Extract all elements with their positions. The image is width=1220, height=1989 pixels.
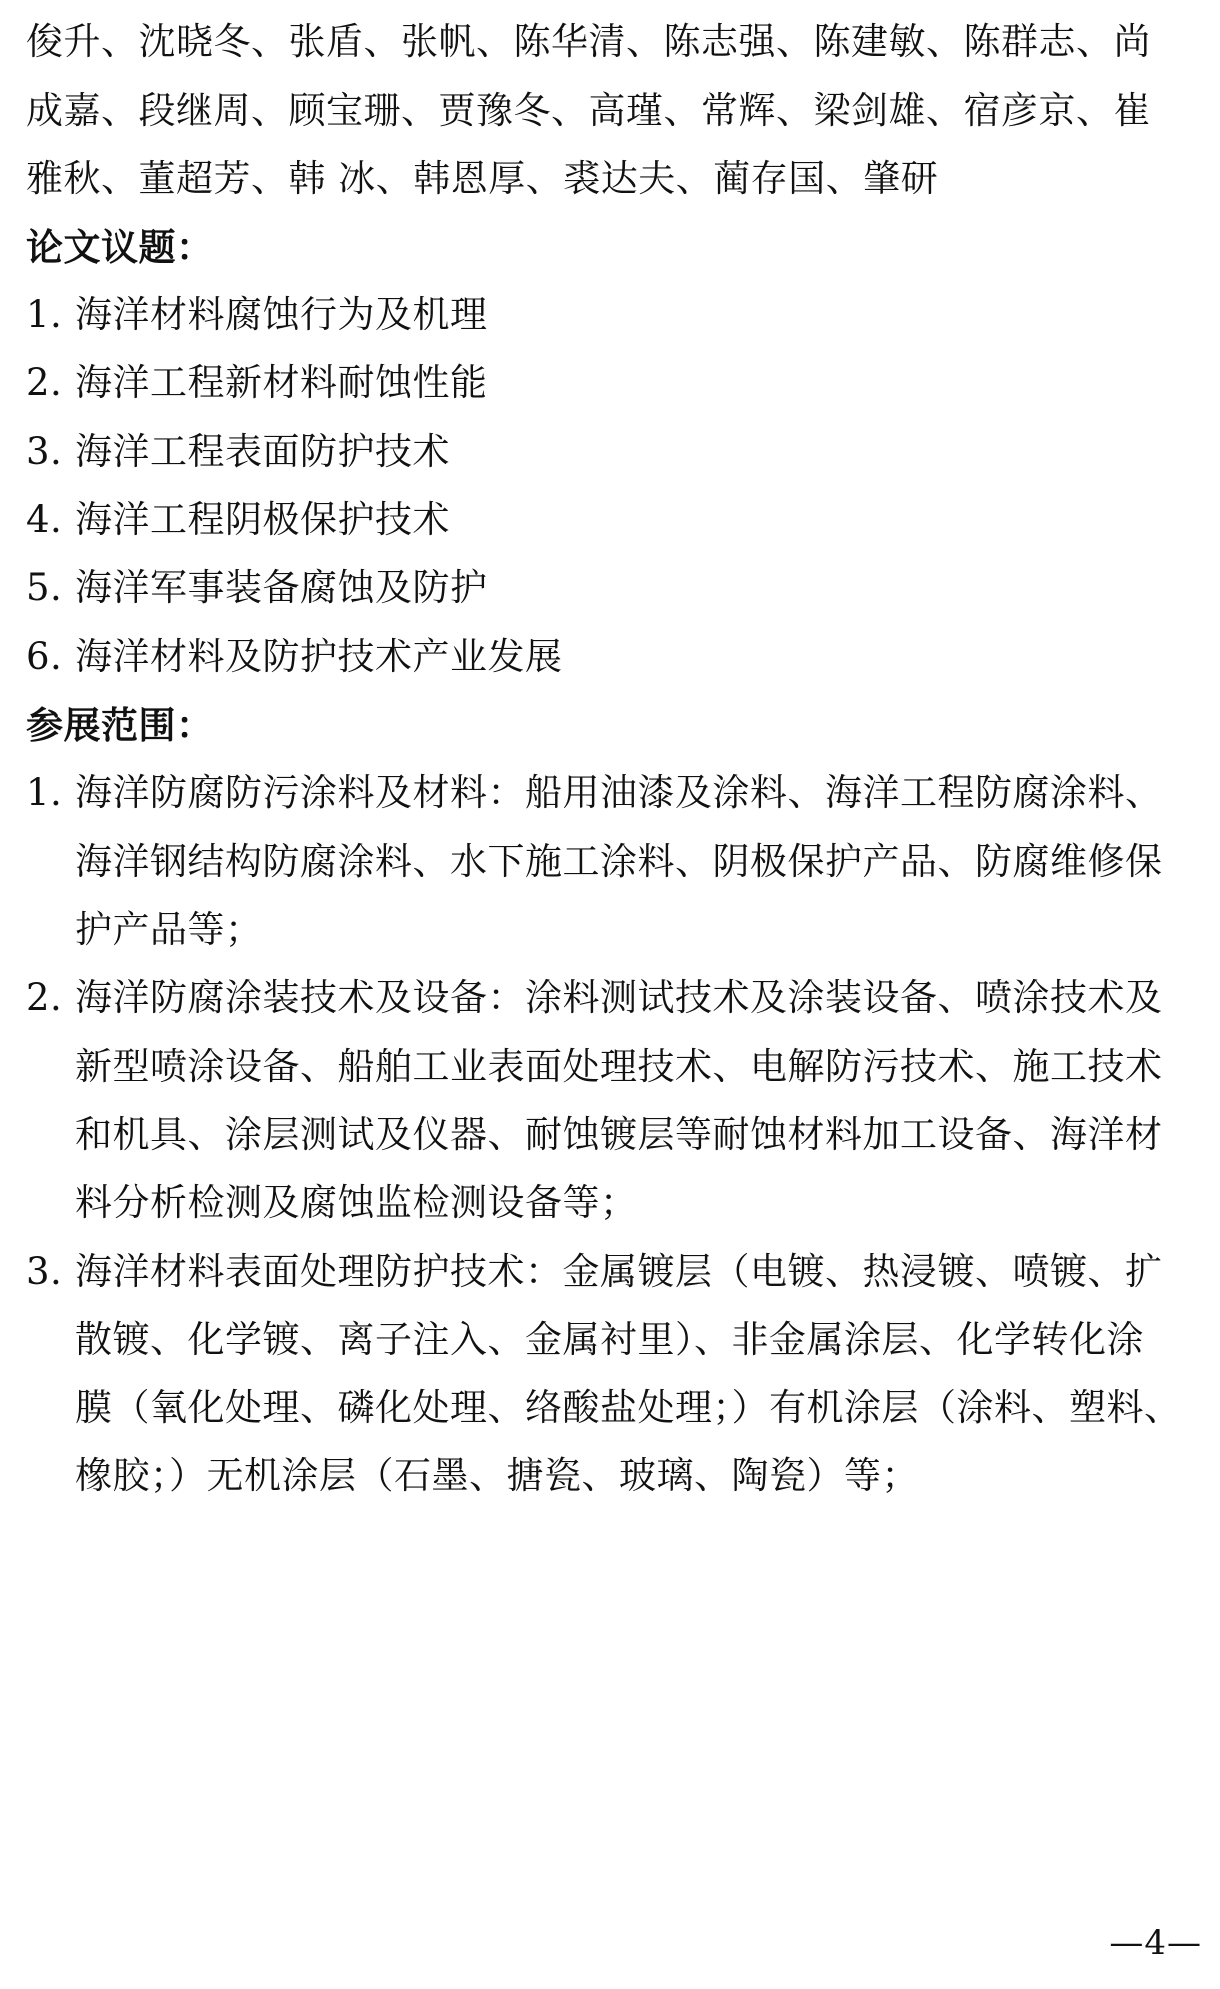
topic-item xyxy=(26,290,488,340)
topic-number: 6. xyxy=(26,635,63,678)
scope-item-line: 护产品等； xyxy=(75,908,263,951)
scope-item-line: 散镀、化学镀、离子注入、金属衬里）、非金属涂层、化学转化涂 xyxy=(75,1318,1144,1361)
scope-heading: 参展范围： xyxy=(26,703,214,747)
scope-number: 1. xyxy=(26,771,63,814)
page-number: —4— xyxy=(1109,1923,1202,1963)
names-line: 雅秋、董超芳、韩 冰、韩恩厚、裘达夫、蔺存国、肇研 xyxy=(26,157,939,200)
topic-text: 海洋工程表面防护技术 xyxy=(75,430,450,473)
scope-item-line: 料分析检测及腐蚀监检测设备等； xyxy=(75,1181,638,1224)
topic-number: 3. xyxy=(26,430,63,473)
scope-item-line: 海洋钢结构防腐涂料、水下施工涂料、阴极保护产品、防腐维修保 xyxy=(75,840,1163,883)
topic-number: 2. xyxy=(26,361,63,404)
scope-text: 海洋防腐防污涂料及材料：船用油漆及涂料、海洋工程防腐涂料、 xyxy=(75,771,1163,814)
topic-item xyxy=(26,563,488,613)
scope-item-line: 和机具、涂层测试及仪器、耐蚀镀层等耐蚀材料加工设备、海洋材 xyxy=(75,1113,1163,1156)
scope-item-line: 新型喷涂设备、船舶工业表面处理技术、电解防污技术、施工技术 xyxy=(75,1045,1163,1088)
topic-item xyxy=(26,495,450,545)
scope-item-line xyxy=(26,1247,1163,1297)
scope-text: 海洋材料表面处理防护技术：金属镀层（电镀、热浸镀、喷镀、扩 xyxy=(75,1250,1163,1293)
topic-text: 海洋工程阴极保护技术 xyxy=(75,498,450,541)
scope-number: 2. xyxy=(26,976,63,1019)
scope-item-line: 膜（氧化处理、磷化处理、络酸盐处理；）有机涂层（涂料、塑料、 xyxy=(75,1386,1182,1429)
topic-text: 海洋工程新材料耐蚀性能 xyxy=(75,361,488,404)
scope-number: 3. xyxy=(26,1250,63,1293)
topic-item xyxy=(26,358,488,408)
topic-item xyxy=(26,632,563,682)
scope-text: 海洋防腐涂装技术及设备：涂料测试技术及涂装设备、喷涂技术及 xyxy=(75,976,1163,1019)
topic-text: 海洋军事装备腐蚀及防护 xyxy=(75,566,488,609)
scope-item-line: 橡胶；）无机涂层（石墨、搪瓷、玻璃、陶瓷）等； xyxy=(75,1454,919,1497)
topic-number: 5. xyxy=(26,566,63,609)
scope-item-line xyxy=(26,768,1163,818)
scope-item-line xyxy=(26,973,1163,1023)
names-line: 成嘉、段继周、顾宝珊、贾豫冬、高瑾、常辉、梁剑雄、宿彦京、崔 xyxy=(26,89,1151,132)
topic-number: 1. xyxy=(26,293,63,336)
topic-number: 4. xyxy=(26,498,63,541)
topic-item xyxy=(26,427,450,477)
topics-heading: 论文议题： xyxy=(26,225,214,269)
topic-text: 海洋材料及防护技术产业发展 xyxy=(75,635,563,678)
topic-text: 海洋材料腐蚀行为及机理 xyxy=(75,293,488,336)
names-line: 俊升、沈晓冬、张盾、张帆、陈华清、陈志强、陈建敏、陈群志、尚 xyxy=(26,20,1151,63)
